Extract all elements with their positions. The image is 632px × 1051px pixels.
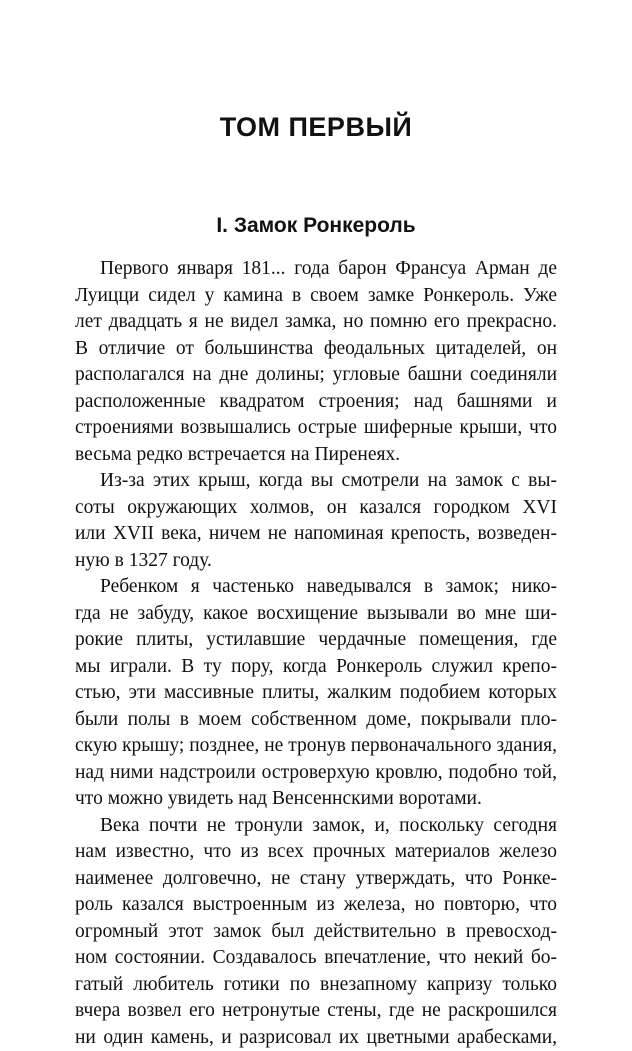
text-line: огромный этот замок был действительно в превосход- (75, 919, 557, 946)
text-line: вчера возвел его нетронутые стены, где не раскрошился (75, 998, 557, 1025)
text-line: стью, эти массивные плиты, жалким подобием которых (75, 680, 557, 707)
chapter-title: I. Замок Ронкероль (0, 214, 632, 238)
text-line: Из-за этих крыш, когда вы смотрели на замок с вы- (75, 468, 557, 495)
text-line: Первого января 181... года барон Франсуа Арман де (75, 256, 557, 283)
text-line: что можно увидеть над Венсеннскими воротами. (75, 786, 557, 813)
text-line: скую крышу; позднее, не тронув первоначального здания, (75, 733, 557, 760)
text-line: ную в 1327 году. (75, 548, 557, 575)
text-line: ни один камень, и разрисовал их цветными арабесками, (75, 1025, 557, 1051)
volume-title: ТОМ ПЕРВЫЙ (0, 112, 632, 143)
text-line: располагался на дне долины; угловые башни соединяли (75, 362, 557, 389)
text-line: соты окружающих холмов, он казался городком XVI (75, 495, 557, 522)
text-line: или XVII века, ничем не напоминая крепость, возведен- (75, 521, 557, 548)
text-line: В отличие от большинства феодальных цитаделей, он (75, 336, 557, 363)
text-line: мы играли. В ту пору, когда Ронкероль служил крепо- (75, 654, 557, 681)
text-line: расположенные квадратом строения; над башнями и (75, 389, 557, 416)
text-line: Века почти не тронули замок, и, поскольку сегодня (75, 813, 557, 840)
text-line: роль казался выстроенным из железа, но повторю, что (75, 892, 557, 919)
text-line: рокие плиты, устилавшие чердачные помещения, где (75, 627, 557, 654)
body-text (75, 256, 557, 1051)
text-line: были полы в моем собственном доме, покрывали пло- (75, 707, 557, 734)
text-line: Ребенком я частенько наведывался в замок; нико- (75, 574, 557, 601)
text-line: лет двадцать я не видел замка, но помню его прекрасно. (75, 309, 557, 336)
text-line: Луицци сидел у камина в своем замке Ронкероль. Уже (75, 283, 557, 310)
text-line: ном состоянии. Создавалось впечатление, что некий бо- (75, 945, 557, 972)
text-line: строениями возвышались острые шиферные крыши, что (75, 415, 557, 442)
text-line: гда не забуду, какое восхищение вызывали во мне ши- (75, 601, 557, 628)
text-line: над ними надстроили островерхую кровлю, подобно той, (75, 760, 557, 787)
text-line: весьма редко встречается на Пиренеях. (75, 442, 557, 469)
text-line: гатый любитель готики по внезапному капризу только (75, 972, 557, 999)
text-line: нам известно, что из всех прочных материалов железо (75, 839, 557, 866)
text-line: наименее долговечно, не стану утверждать, что Ронке- (75, 866, 557, 893)
